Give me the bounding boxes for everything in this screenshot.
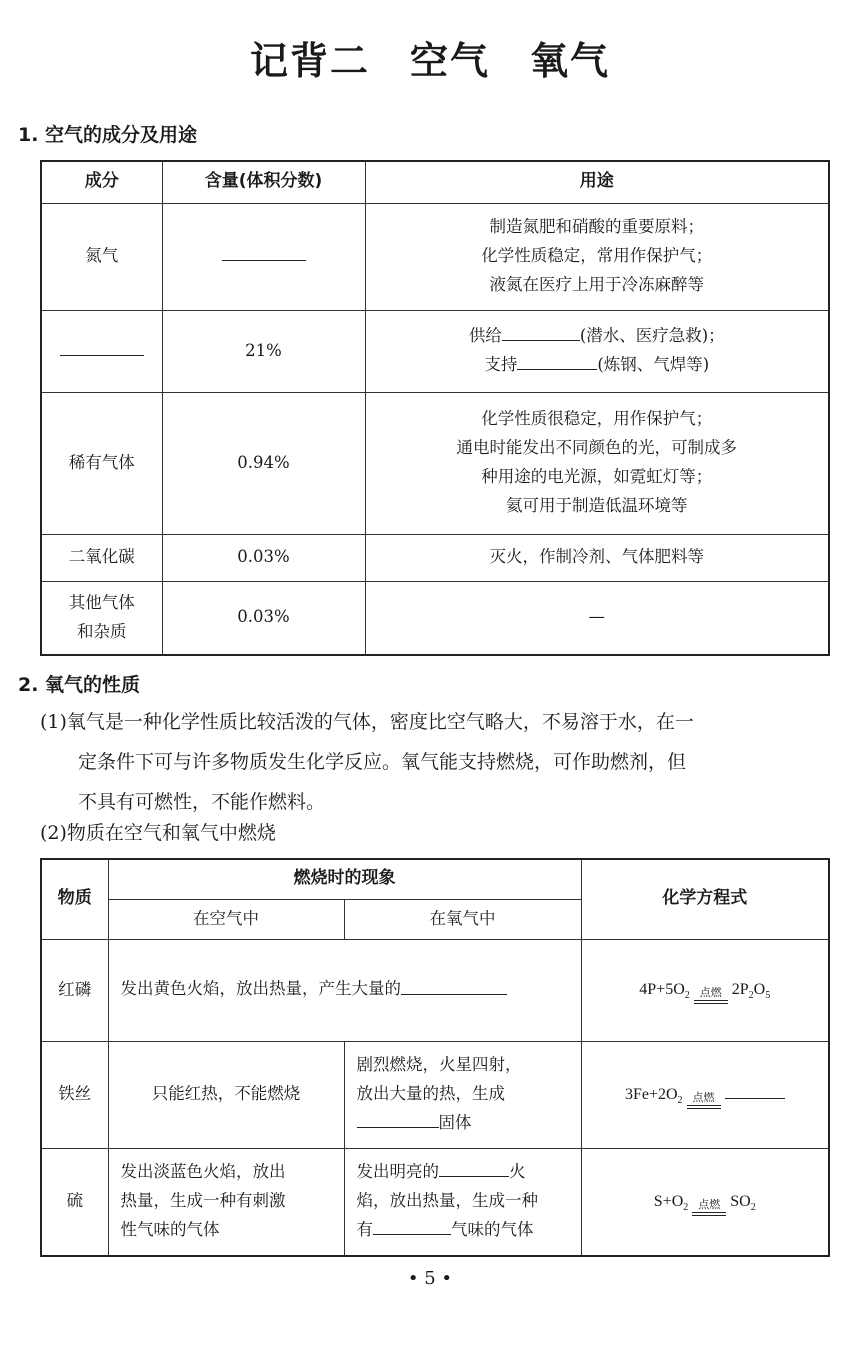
cell-uses	[365, 203, 829, 310]
cell-equation: $3Fe+2O_2$ 点燃	[581, 1041, 829, 1148]
page-title: 记背二 空气 氧气	[249, 39, 610, 83]
header-equation: 化学方程式	[581, 859, 829, 939]
cell-name: 稀有气体	[41, 392, 162, 534]
fill-blank	[401, 975, 507, 994]
cell-content: 21%	[162, 310, 365, 392]
use-line: 液氮在医疗上用于冷冻麻醉等	[489, 274, 704, 294]
cell-name: 二氧化碳	[41, 534, 162, 581]
table-header-row	[41, 859, 829, 899]
cell-substance: 红磷	[41, 939, 108, 1041]
table-row-others	[41, 581, 829, 655]
use-line: 化学性质很稳定，用作保护气；	[481, 409, 713, 429]
use-line: 氦可用于制造低温环境等	[506, 495, 688, 515]
header-content: 含量(体积分数)	[162, 161, 365, 203]
use-line: 化学性质稳定，常用作保护气；	[481, 246, 713, 266]
cell-in-air: 只能红热，不能燃烧	[108, 1041, 344, 1148]
fill-blank	[222, 242, 306, 261]
cell-uses	[365, 392, 829, 534]
table-row-red-phosphorus	[41, 939, 829, 1041]
use-line: 支持 (炼钢、气焊等)	[372, 351, 823, 380]
fill-blank	[725, 1080, 785, 1099]
cell-substance: 铁丝	[41, 1041, 108, 1148]
fill-blank	[517, 351, 597, 370]
fill-blank	[60, 336, 144, 355]
header-in-air: 在空气中	[108, 899, 344, 939]
fill-blank	[439, 1158, 509, 1177]
cell-name-blank	[41, 310, 162, 392]
fill-blank	[373, 1216, 451, 1235]
header-substance: 物质	[41, 859, 108, 939]
table-row-co2	[41, 534, 829, 581]
header-uses: 用途	[365, 161, 829, 203]
page-number: • 5 •	[407, 1268, 453, 1289]
combustion-table	[40, 858, 830, 1257]
cell-content-blank	[162, 203, 365, 310]
cell-substance: 硫	[41, 1148, 108, 1256]
cell-in-oxygen: 剧烈燃烧，火星四射， 放出大量的热，生成 固体	[344, 1041, 581, 1148]
use-line: 制造氮肥和硝酸的重要原料；	[489, 217, 704, 237]
table-row-oxygen	[41, 310, 829, 392]
cell-equation: $S+O_2$ 点燃 $SO_2$	[581, 1148, 829, 1256]
fill-blank	[357, 1109, 439, 1128]
header-component: 成分	[41, 161, 162, 203]
header-in-oxygen: 在氧气中	[344, 899, 581, 939]
cell-uses: —	[365, 581, 829, 655]
cell-content: 0.03%	[162, 581, 365, 655]
use-line: 种用途的电光源，如霓虹灯等；	[481, 467, 713, 486]
cell-in-oxygen: 发出明亮的 火 焰，放出热量，生成一种 有 气味的气体	[344, 1148, 581, 1256]
table-row-noble-gases	[41, 392, 829, 534]
fill-blank	[502, 322, 580, 341]
use-line: 通电时能发出不同颜色的光，可制成多	[456, 438, 737, 458]
section2-heading: 2. 氧气的性质	[18, 674, 141, 696]
combustion-subheading: (2)物质在空气和氧气中燃烧	[40, 822, 276, 844]
reaction-arrow: 点燃	[687, 1093, 721, 1109]
reaction-arrow: 点燃	[692, 1200, 726, 1216]
cell-content: 0.03%	[162, 534, 365, 581]
reaction-arrow: 点燃	[694, 988, 728, 1004]
cell-content: 0.94%	[162, 392, 365, 534]
cell-uses	[365, 310, 829, 392]
air-composition-table	[40, 160, 830, 656]
oxygen-properties-paragraph: (1)氧气是一种化学性质比较活泼的气体，密度比空气略大，不易溶于水，在一 定条件下可与许多物质发生化学反应。氧气能支持燃烧，可作助燃剂，但 不具有可燃性，不能作燃料。	[40, 711, 694, 813]
cell-in-air: 发出淡蓝色火焰，放出 热量，生成一种有刺激 性气味的气体	[108, 1148, 344, 1256]
table-row-iron-wire	[41, 1041, 829, 1148]
table-header-row	[41, 161, 829, 203]
cell-name: 氮气	[41, 203, 162, 310]
cell-phenomenon: 发出黄色火焰，放出热量，产生大量的	[108, 939, 581, 1041]
table-row-nitrogen	[41, 203, 829, 310]
section1-heading: 1. 空气的成分及用途	[18, 124, 198, 146]
use-line: 供给 (潜水、医疗急救)；	[372, 322, 823, 351]
cell-equation: $4P+5O_2$ 点燃 $2P_2O_5$	[581, 939, 829, 1041]
cell-uses: 灭火，作制冷剂、气体肥料等	[365, 534, 829, 581]
table-row-sulfur	[41, 1148, 829, 1256]
header-phenomenon: 燃烧时的现象	[108, 859, 581, 899]
cell-name: 其他气体 和杂质	[41, 581, 162, 655]
